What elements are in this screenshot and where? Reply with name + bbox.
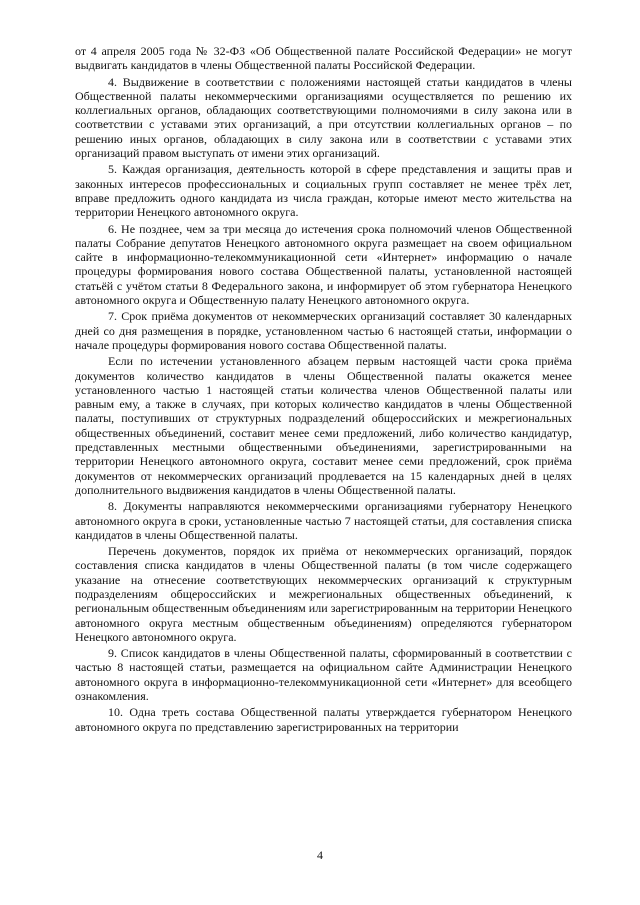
page-number: 4 — [317, 848, 323, 862]
paragraph-8-documents-list: Перечень документов, порядок их приёма от некоммерческих организаций, порядок составления списка кандидатов в члены Общественной палаты (в том числе содержащего указание на отнесение соответствующих некоммерческих организаций к структурным подразделениям общероссийских и межрегиональных общественных объединений, к региональным общественным объединениям или зарегистрированным на территории Ненецкого автономного округа местным общественным объединениям) определяются губернатором Ненецкого автономного округа. — [75, 544, 572, 644]
paragraph-10: 10. Одна треть состава Общественной палаты утверждается губернатором Ненецкого автономного округа по представлению зарегистрированных на территории — [75, 705, 572, 734]
paragraph-7: 7. Срок приёма документов от некоммерческих организаций составляет 30 календарных дней со дня размещения в порядке, установленном частью 6 настоящей статьи, информации о начале процедуры формирования нового состава Общественной палаты. — [75, 309, 572, 352]
paragraph-4: 4. Выдвижение в соответствии с положениями настоящей статьи кандидатов в члены Общественной палаты некоммерческими организациями осуществляется по решению их коллегиальных органов, обладающих соответствующими полномочиями в силу закона или в соответствии с уставами этих организаций, а при отсутствии коллегиальных органов – по решению иных органов, обладающих в силу закона или в соответствии с уставами этих организаций правом выступать от имени этих организаций. — [75, 74, 572, 161]
paragraph-9: 9. Список кандидатов в члены Общественной палаты, сформированный в соответствии с частью 8 настоящей статьи, размещается на официальном сайте Администрации Ненецкого автономного округа в информационно-телекоммуникационной сети «Интернет» для всеобщего ознакомления. — [75, 646, 572, 704]
paragraph-continuation: от 4 апреля 2005 года № 32-ФЗ «Об Общественной палате Российской Федерации» не могут выдвигать кандидатов в члены Общественной палаты Российской Федерации. — [75, 44, 572, 73]
document-body — [75, 44, 572, 734]
paragraph-6: 6. Не позднее, чем за три месяца до истечения срока полномочий членов Общественной палаты Собрание депутатов Ненецкого автономного округа размещает на своем официальном сайте в информационно-телекоммуникационной сети «Интернет» информацию о начале процедуры формирования нового состава Общественной палаты, установленной настоящей статьёй с учётом статьи 8 Федерального закона, и информирует об этом губернатора Ненецкого автономного округа и Общественную палату Ненецкого автономного округа. — [75, 221, 572, 308]
paragraph-8: 8. Документы направляются некоммерческими организациями губернатору Ненецкого автономного округа в сроки, установленные частью 7 настоящей статьи, для составления списка кандидатов в члены Общественной палаты. — [75, 499, 572, 542]
paragraph-7-extension: Если по истечении установленного абзацем первым настоящей части срока приёма документов количество кандидатов в члены Общественной палаты окажется менее установленного частью 1 настоящей статьи количества членов Общественной палаты или равным ему, а также в случаях, при которых количество кандидатов в члены Общественной палаты, поступивших от структурных подразделений общероссийских и межрегиональных общественных объединений, составит менее семи предложений, либо количество кандидатур, представленных местными общественными объединениями, зарегистрированными на территории Ненецкого автономного округа, составит менее семи предложений, срок приёма документов от некоммерческих организаций продлевается на 15 календарных дней в целях дополнительного выдвижения кандидатов в члены Общественной палаты. — [75, 354, 572, 497]
paragraph-5: 5. Каждая организация, деятельность которой в сфере представления и защиты прав и законных интересов профессиональных и социальных групп составляет не менее трёх лет, вправе предложить одного кандидата из числа граждан, которые имеют место жительства на территории Ненецкого автономного округа. — [75, 162, 572, 220]
